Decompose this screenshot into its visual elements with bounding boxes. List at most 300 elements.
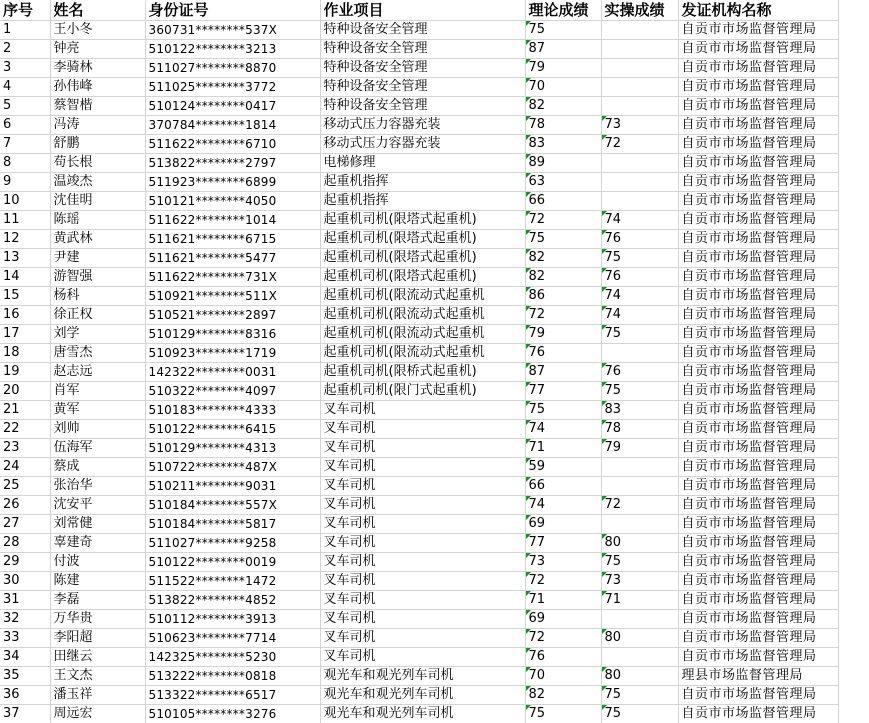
name-cell[interactable]: 王文杰 bbox=[50, 667, 145, 686]
practical-score-cell[interactable]: 76 bbox=[601, 268, 678, 287]
id-number-cell[interactable]: 510121********4050 bbox=[145, 192, 320, 211]
issuer-cell[interactable]: 自贡市市场监督管理局 bbox=[678, 515, 838, 534]
id-number-cell[interactable]: 511622********731X bbox=[145, 268, 320, 287]
id-number-cell[interactable]: 513822********2797 bbox=[145, 154, 320, 173]
issuer-cell[interactable]: 自贡市市场监督管理局 bbox=[678, 705, 838, 723]
name-cell[interactable]: 万华贵 bbox=[50, 610, 145, 629]
name-cell[interactable]: 孙伟峰 bbox=[50, 78, 145, 97]
theory-score-cell[interactable]: 82 bbox=[525, 97, 601, 116]
id-number-cell[interactable]: 511923********6899 bbox=[145, 173, 320, 192]
seq-cell[interactable]: 13 bbox=[0, 249, 50, 268]
name-cell[interactable]: 李磊 bbox=[50, 591, 145, 610]
practical-score-cell[interactable]: 78 bbox=[601, 420, 678, 439]
table-row bbox=[0, 211, 838, 230]
work-item-cell[interactable]: 叉车司机 bbox=[320, 401, 525, 420]
work-item-cell[interactable]: 叉车司机 bbox=[320, 477, 525, 496]
name-cell[interactable]: 冯涛 bbox=[50, 116, 145, 135]
issuer-cell[interactable]: 自贡市市场监督管理局 bbox=[678, 59, 838, 78]
name-cell[interactable]: 杨科 bbox=[50, 287, 145, 306]
name-cell[interactable]: 沈佳明 bbox=[50, 192, 145, 211]
practical-score-cell[interactable]: 80 bbox=[601, 534, 678, 553]
name-cell[interactable]: 周远宏 bbox=[50, 705, 145, 723]
table-row bbox=[0, 363, 838, 382]
issuer-cell[interactable]: 自贡市市场监督管理局 bbox=[678, 363, 838, 382]
theory-score-cell[interactable]: 72 bbox=[525, 306, 601, 325]
table-row bbox=[0, 496, 838, 515]
issuer-cell[interactable]: 自贡市市场监督管理局 bbox=[678, 21, 838, 40]
seq-cell[interactable]: 1 bbox=[0, 21, 50, 40]
theory-score-cell[interactable]: 72 bbox=[525, 572, 601, 591]
theory-score-cell[interactable]: 87 bbox=[525, 40, 601, 59]
id-number-cell[interactable]: 370784********1814 bbox=[145, 116, 320, 135]
name-cell[interactable]: 沈安平 bbox=[50, 496, 145, 515]
work-item-cell[interactable]: 特种设备安全管理 bbox=[320, 97, 525, 116]
practical-score-cell[interactable]: 73 bbox=[601, 116, 678, 135]
table-row bbox=[0, 458, 838, 477]
practical-score-cell[interactable]: 75 bbox=[601, 382, 678, 401]
name-cell[interactable]: 李骑林 bbox=[50, 59, 145, 78]
seq-cell[interactable]: 14 bbox=[0, 268, 50, 287]
issuer-cell[interactable]: 自贡市市场监督管理局 bbox=[678, 344, 838, 363]
id-number-cell[interactable]: 510112********3913 bbox=[145, 610, 320, 629]
practical-score-cell[interactable]: 75 bbox=[601, 705, 678, 723]
theory-score-cell[interactable]: 59 bbox=[525, 458, 601, 477]
theory-score-cell[interactable]: 75 bbox=[525, 705, 601, 723]
header-cell-seq[interactable]: 序号 bbox=[0, 0, 50, 21]
issuer-cell[interactable]: 自贡市市场监督管理局 bbox=[678, 534, 838, 553]
table-row bbox=[0, 591, 838, 610]
practical-score-cell[interactable] bbox=[601, 477, 678, 496]
practical-score-cell[interactable] bbox=[601, 78, 678, 97]
name-cell[interactable]: 肖军 bbox=[50, 382, 145, 401]
name-cell[interactable]: 黄军 bbox=[50, 401, 145, 420]
theory-score-cell[interactable]: 69 bbox=[525, 610, 601, 629]
id-number-cell[interactable]: 510129********8316 bbox=[145, 325, 320, 344]
table-row bbox=[0, 249, 838, 268]
id-number-cell[interactable]: 513322********6517 bbox=[145, 686, 320, 705]
issuer-cell[interactable]: 自贡市市场监督管理局 bbox=[678, 249, 838, 268]
seq-cell[interactable]: 8 bbox=[0, 154, 50, 173]
id-number-cell[interactable]: 511622********1014 bbox=[145, 211, 320, 230]
issuer-cell[interactable]: 自贡市市场监督管理局 bbox=[678, 325, 838, 344]
name-cell[interactable]: 潘玉祥 bbox=[50, 686, 145, 705]
id-number-cell[interactable]: 510521********2897 bbox=[145, 306, 320, 325]
work-item-cell[interactable]: 叉车司机 bbox=[320, 610, 525, 629]
id-number-cell[interactable]: 510722********487X bbox=[145, 458, 320, 477]
work-item-cell[interactable]: 叉车司机 bbox=[320, 496, 525, 515]
seq-cell[interactable]: 30 bbox=[0, 572, 50, 591]
name-cell[interactable]: 陈瑶 bbox=[50, 211, 145, 230]
seq-cell[interactable]: 16 bbox=[0, 306, 50, 325]
theory-score-cell[interactable]: 83 bbox=[525, 135, 601, 154]
issuer-cell[interactable]: 自贡市市场监督管理局 bbox=[678, 78, 838, 97]
table-row bbox=[0, 97, 838, 116]
seq-cell[interactable]: 11 bbox=[0, 211, 50, 230]
seq-cell[interactable]: 26 bbox=[0, 496, 50, 515]
practical-score-cell[interactable]: 83 bbox=[601, 401, 678, 420]
seq-cell[interactable]: 2 bbox=[0, 40, 50, 59]
name-cell[interactable]: 游智强 bbox=[50, 268, 145, 287]
header-cell-issuer[interactable]: 发证机构名称 bbox=[678, 0, 838, 21]
work-item-cell[interactable]: 起重机司机(限门式起重机) bbox=[320, 382, 525, 401]
name-cell[interactable]: 田继云 bbox=[50, 648, 145, 667]
name-cell[interactable]: 张治华 bbox=[50, 477, 145, 496]
issuer-cell[interactable]: 自贡市市场监督管理局 bbox=[678, 477, 838, 496]
practical-score-cell[interactable]: 74 bbox=[601, 287, 678, 306]
seq-cell[interactable]: 17 bbox=[0, 325, 50, 344]
id-number-cell[interactable]: 510129********4313 bbox=[145, 439, 320, 458]
work-item-cell[interactable]: 起重机司机(限塔式起重机) bbox=[320, 249, 525, 268]
id-number-cell[interactable]: 513222********0818 bbox=[145, 667, 320, 686]
seq-cell[interactable]: 4 bbox=[0, 78, 50, 97]
issuer-cell[interactable]: 自贡市市场监督管理局 bbox=[678, 173, 838, 192]
practical-score-cell[interactable] bbox=[601, 40, 678, 59]
issuer-cell[interactable]: 自贡市市场监督管理局 bbox=[678, 648, 838, 667]
work-item-cell[interactable]: 叉车司机 bbox=[320, 648, 525, 667]
issuer-cell[interactable]: 自贡市市场监督管理局 bbox=[678, 610, 838, 629]
name-cell[interactable]: 徐正权 bbox=[50, 306, 145, 325]
table-row bbox=[0, 306, 838, 325]
practical-score-cell[interactable] bbox=[601, 97, 678, 116]
practical-score-cell[interactable] bbox=[601, 192, 678, 211]
issuer-cell[interactable]: 理县市场监督管理局 bbox=[678, 667, 838, 686]
header-cell-practical-score[interactable]: 实操成绩 bbox=[601, 0, 678, 21]
id-number-cell[interactable]: 510183********4333 bbox=[145, 401, 320, 420]
id-number-cell[interactable]: 511621********5477 bbox=[145, 249, 320, 268]
seq-cell[interactable]: 3 bbox=[0, 59, 50, 78]
id-number-cell[interactable]: 510184********557X bbox=[145, 496, 320, 515]
table-row bbox=[0, 287, 838, 306]
table-row bbox=[0, 230, 838, 249]
table-row bbox=[0, 59, 838, 78]
issuer-cell[interactable]: 自贡市市场监督管理局 bbox=[678, 135, 838, 154]
practical-score-cell[interactable]: 80 bbox=[601, 667, 678, 686]
issuer-cell[interactable]: 自贡市市场监督管理局 bbox=[678, 306, 838, 325]
theory-score-cell[interactable]: 71 bbox=[525, 591, 601, 610]
seq-cell[interactable]: 6 bbox=[0, 116, 50, 135]
theory-score-cell[interactable]: 72 bbox=[525, 211, 601, 230]
theory-score-cell[interactable]: 69 bbox=[525, 515, 601, 534]
id-number-cell[interactable]: 511622********6710 bbox=[145, 135, 320, 154]
theory-score-cell[interactable]: 70 bbox=[525, 667, 601, 686]
work-item-cell[interactable]: 起重机司机(限塔式起重机) bbox=[320, 268, 525, 287]
theory-score-cell[interactable]: 76 bbox=[525, 648, 601, 667]
id-number-cell[interactable]: 510122********6415 bbox=[145, 420, 320, 439]
issuer-cell[interactable]: 自贡市市场监督管理局 bbox=[678, 496, 838, 515]
name-cell[interactable]: 尹建 bbox=[50, 249, 145, 268]
table-row bbox=[0, 439, 838, 458]
issuer-cell[interactable]: 自贡市市场监督管理局 bbox=[678, 192, 838, 211]
work-item-cell[interactable]: 起重机司机(限流动式起重机 bbox=[320, 306, 525, 325]
work-item-cell[interactable]: 叉车司机 bbox=[320, 629, 525, 648]
id-number-cell[interactable]: 510122********3213 bbox=[145, 40, 320, 59]
name-cell[interactable]: 钟亮 bbox=[50, 40, 145, 59]
table-row bbox=[0, 686, 838, 705]
seq-cell[interactable]: 28 bbox=[0, 534, 50, 553]
table-row bbox=[0, 154, 838, 173]
id-number-cell[interactable]: 510124********0417 bbox=[145, 97, 320, 116]
name-cell[interactable]: 唐雪杰 bbox=[50, 344, 145, 363]
theory-score-cell[interactable]: 87 bbox=[525, 363, 601, 382]
seq-cell[interactable]: 33 bbox=[0, 629, 50, 648]
seq-cell[interactable]: 19 bbox=[0, 363, 50, 382]
name-cell[interactable]: 王小冬 bbox=[50, 21, 145, 40]
theory-score-cell[interactable]: 86 bbox=[525, 287, 601, 306]
practical-score-cell[interactable]: 74 bbox=[601, 211, 678, 230]
work-item-cell[interactable]: 起重机司机(限塔式起重机) bbox=[320, 211, 525, 230]
seq-cell[interactable]: 12 bbox=[0, 230, 50, 249]
theory-score-cell[interactable]: 75 bbox=[525, 401, 601, 420]
seq-cell[interactable]: 23 bbox=[0, 439, 50, 458]
work-item-cell[interactable]: 起重机指挥 bbox=[320, 192, 525, 211]
table-row bbox=[0, 629, 838, 648]
issuer-cell[interactable]: 自贡市市场监督管理局 bbox=[678, 401, 838, 420]
header-cell-name[interactable]: 姓名 bbox=[50, 0, 145, 21]
issuer-cell[interactable]: 自贡市市场监督管理局 bbox=[678, 686, 838, 705]
id-number-cell[interactable]: 142322********0031 bbox=[145, 363, 320, 382]
id-number-cell[interactable]: 511621********6715 bbox=[145, 230, 320, 249]
practical-score-cell[interactable]: 75 bbox=[601, 686, 678, 705]
theory-score-cell[interactable]: 79 bbox=[525, 59, 601, 78]
seq-cell[interactable]: 37 bbox=[0, 705, 50, 723]
practical-score-cell[interactable]: 76 bbox=[601, 363, 678, 382]
work-item-cell[interactable]: 叉车司机 bbox=[320, 572, 525, 591]
issuer-cell[interactable]: 自贡市市场监督管理局 bbox=[678, 268, 838, 287]
table-row bbox=[0, 325, 838, 344]
id-number-cell[interactable]: 510105********3276 bbox=[145, 705, 320, 723]
theory-score-cell[interactable]: 74 bbox=[525, 420, 601, 439]
table-row bbox=[0, 382, 838, 401]
issuer-cell[interactable]: 自贡市市场监督管理局 bbox=[678, 287, 838, 306]
table-row bbox=[0, 116, 838, 135]
issuer-cell[interactable]: 自贡市市场监督管理局 bbox=[678, 420, 838, 439]
work-item-cell[interactable]: 移动式压力容器充装 bbox=[320, 116, 525, 135]
id-number-cell[interactable]: 511027********8870 bbox=[145, 59, 320, 78]
practical-score-cell[interactable]: 75 bbox=[601, 325, 678, 344]
seq-cell[interactable]: 35 bbox=[0, 667, 50, 686]
seq-cell[interactable]: 7 bbox=[0, 135, 50, 154]
id-number-cell[interactable]: 510921********511X bbox=[145, 287, 320, 306]
practical-score-cell[interactable]: 73 bbox=[601, 572, 678, 591]
practical-score-cell[interactable]: 79 bbox=[601, 439, 678, 458]
theory-score-cell[interactable]: 70 bbox=[525, 78, 601, 97]
work-item-cell[interactable]: 特种设备安全管理 bbox=[320, 59, 525, 78]
work-item-cell[interactable]: 起重机司机(限流动式起重机 bbox=[320, 325, 525, 344]
table-row bbox=[0, 420, 838, 439]
seq-cell[interactable]: 31 bbox=[0, 591, 50, 610]
theory-score-cell[interactable]: 82 bbox=[525, 249, 601, 268]
name-cell[interactable]: 刘常健 bbox=[50, 515, 145, 534]
theory-score-cell[interactable]: 72 bbox=[525, 629, 601, 648]
work-item-cell[interactable]: 观光车和观光列车司机 bbox=[320, 705, 525, 723]
issuer-cell[interactable]: 自贡市市场监督管理局 bbox=[678, 154, 838, 173]
table-row bbox=[0, 610, 838, 629]
practical-score-cell[interactable]: 75 bbox=[601, 249, 678, 268]
work-item-cell[interactable]: 叉车司机 bbox=[320, 439, 525, 458]
seq-cell[interactable]: 36 bbox=[0, 686, 50, 705]
work-item-cell[interactable]: 叉车司机 bbox=[320, 458, 525, 477]
theory-score-cell[interactable]: 82 bbox=[525, 686, 601, 705]
practical-score-cell[interactable]: 80 bbox=[601, 629, 678, 648]
theory-score-cell[interactable]: 63 bbox=[525, 173, 601, 192]
theory-score-cell[interactable]: 89 bbox=[525, 154, 601, 173]
id-number-cell[interactable]: 510211********9031 bbox=[145, 477, 320, 496]
id-number-cell[interactable]: 142325********5230 bbox=[145, 648, 320, 667]
theory-score-cell[interactable]: 75 bbox=[525, 230, 601, 249]
name-cell[interactable]: 陈建 bbox=[50, 572, 145, 591]
seq-cell[interactable]: 20 bbox=[0, 382, 50, 401]
work-item-cell[interactable]: 特种设备安全管理 bbox=[320, 78, 525, 97]
seq-cell[interactable]: 34 bbox=[0, 648, 50, 667]
table-row bbox=[0, 401, 838, 420]
header-row bbox=[0, 0, 838, 21]
name-cell[interactable]: 温竣杰 bbox=[50, 173, 145, 192]
issuer-cell[interactable]: 自贡市市场监督管理局 bbox=[678, 591, 838, 610]
table-row bbox=[0, 534, 838, 553]
work-item-cell[interactable]: 特种设备安全管理 bbox=[320, 21, 525, 40]
work-item-cell[interactable]: 叉车司机 bbox=[320, 534, 525, 553]
work-item-cell[interactable]: 电梯修理 bbox=[320, 154, 525, 173]
table-row bbox=[0, 192, 838, 211]
work-item-cell[interactable]: 起重机司机(限流动式起重机 bbox=[320, 287, 525, 306]
theory-score-cell[interactable]: 74 bbox=[525, 496, 601, 515]
practical-score-cell[interactable]: 76 bbox=[601, 230, 678, 249]
practical-score-cell[interactable] bbox=[601, 21, 678, 40]
work-item-cell[interactable]: 叉车司机 bbox=[320, 553, 525, 572]
issuer-cell[interactable]: 自贡市市场监督管理局 bbox=[678, 211, 838, 230]
seq-cell[interactable]: 18 bbox=[0, 344, 50, 363]
name-cell[interactable]: 蔡智楷 bbox=[50, 97, 145, 116]
work-item-cell[interactable]: 叉车司机 bbox=[320, 591, 525, 610]
issuer-cell[interactable]: 自贡市市场监督管理局 bbox=[678, 439, 838, 458]
theory-score-cell[interactable]: 76 bbox=[525, 344, 601, 363]
name-cell[interactable]: 黄武林 bbox=[50, 230, 145, 249]
name-cell[interactable]: 伍海军 bbox=[50, 439, 145, 458]
theory-score-cell[interactable]: 66 bbox=[525, 477, 601, 496]
theory-score-cell[interactable]: 75 bbox=[525, 21, 601, 40]
name-cell[interactable]: 蔡成 bbox=[50, 458, 145, 477]
table-row bbox=[0, 40, 838, 59]
practical-score-cell[interactable] bbox=[601, 59, 678, 78]
table-row bbox=[0, 515, 838, 534]
issuer-cell[interactable]: 自贡市市场监督管理局 bbox=[678, 40, 838, 59]
seq-cell[interactable]: 22 bbox=[0, 420, 50, 439]
theory-score-cell[interactable]: 66 bbox=[525, 192, 601, 211]
name-cell[interactable]: 辜建奇 bbox=[50, 534, 145, 553]
issuer-cell[interactable]: 自贡市市场监督管理局 bbox=[678, 230, 838, 249]
name-cell[interactable]: 舒鹏 bbox=[50, 135, 145, 154]
name-cell[interactable]: 苟长根 bbox=[50, 154, 145, 173]
issuer-cell[interactable]: 自贡市市场监督管理局 bbox=[678, 116, 838, 135]
practical-score-cell[interactable] bbox=[601, 515, 678, 534]
work-item-cell[interactable]: 起重机司机(限塔式起重机) bbox=[320, 230, 525, 249]
work-item-cell[interactable]: 起重机司机(限流动式起重机 bbox=[320, 344, 525, 363]
seq-cell[interactable]: 15 bbox=[0, 287, 50, 306]
seq-cell[interactable]: 32 bbox=[0, 610, 50, 629]
practical-score-cell[interactable]: 72 bbox=[601, 135, 678, 154]
practical-score-cell[interactable]: 71 bbox=[601, 591, 678, 610]
issuer-cell[interactable]: 自贡市市场监督管理局 bbox=[678, 97, 838, 116]
work-item-cell[interactable]: 起重机司机(限桥式起重机) bbox=[320, 363, 525, 382]
practical-score-cell[interactable] bbox=[601, 648, 678, 667]
theory-score-cell[interactable]: 71 bbox=[525, 439, 601, 458]
issuer-cell[interactable]: 自贡市市场监督管理局 bbox=[678, 553, 838, 572]
issuer-cell[interactable]: 自贡市市场监督管理局 bbox=[678, 458, 838, 477]
theory-score-cell[interactable]: 78 bbox=[525, 116, 601, 135]
table-row bbox=[0, 477, 838, 496]
practical-score-cell[interactable]: 74 bbox=[601, 306, 678, 325]
practical-score-cell[interactable] bbox=[601, 458, 678, 477]
id-number-cell[interactable]: 511025********3772 bbox=[145, 78, 320, 97]
work-item-cell[interactable]: 观光车和观光列车司机 bbox=[320, 686, 525, 705]
practical-score-cell[interactable]: 72 bbox=[601, 496, 678, 515]
table-row bbox=[0, 572, 838, 591]
seq-cell[interactable]: 21 bbox=[0, 401, 50, 420]
table-row bbox=[0, 21, 838, 40]
theory-score-cell[interactable]: 77 bbox=[525, 534, 601, 553]
work-item-cell[interactable]: 观光车和观光列车司机 bbox=[320, 667, 525, 686]
id-number-cell[interactable]: 513822********4852 bbox=[145, 591, 320, 610]
seq-cell[interactable]: 27 bbox=[0, 515, 50, 534]
work-item-cell[interactable]: 特种设备安全管理 bbox=[320, 40, 525, 59]
header-cell-theory-score[interactable]: 理论成绩 bbox=[525, 0, 601, 21]
practical-score-cell[interactable] bbox=[601, 344, 678, 363]
table-row bbox=[0, 667, 838, 686]
work-item-cell[interactable]: 移动式压力容器充装 bbox=[320, 135, 525, 154]
seq-cell[interactable]: 9 bbox=[0, 173, 50, 192]
issuer-cell[interactable]: 自贡市市场监督管理局 bbox=[678, 572, 838, 591]
id-number-cell[interactable]: 511027********9258 bbox=[145, 534, 320, 553]
practical-score-cell[interactable] bbox=[601, 610, 678, 629]
work-item-cell[interactable]: 叉车司机 bbox=[320, 420, 525, 439]
name-cell[interactable]: 付波 bbox=[50, 553, 145, 572]
header-cell-id-number[interactable]: 身份证号 bbox=[145, 0, 320, 21]
practical-score-cell[interactable]: 75 bbox=[601, 553, 678, 572]
issuer-cell[interactable]: 自贡市市场监督管理局 bbox=[678, 382, 838, 401]
theory-score-cell[interactable]: 82 bbox=[525, 268, 601, 287]
theory-score-cell[interactable]: 73 bbox=[525, 553, 601, 572]
id-number-cell[interactable]: 510322********4097 bbox=[145, 382, 320, 401]
work-item-cell[interactable]: 起重机指挥 bbox=[320, 173, 525, 192]
theory-score-cell[interactable]: 79 bbox=[525, 325, 601, 344]
table-row bbox=[0, 344, 838, 363]
seq-cell[interactable]: 29 bbox=[0, 553, 50, 572]
name-cell[interactable]: 李阳超 bbox=[50, 629, 145, 648]
id-number-cell[interactable]: 510623********7714 bbox=[145, 629, 320, 648]
name-cell[interactable]: 刘学 bbox=[50, 325, 145, 344]
seq-cell[interactable]: 24 bbox=[0, 458, 50, 477]
seq-cell[interactable]: 5 bbox=[0, 97, 50, 116]
name-cell[interactable]: 刘帅 bbox=[50, 420, 145, 439]
id-number-cell[interactable]: 510923********1719 bbox=[145, 344, 320, 363]
id-number-cell[interactable]: 511522********1472 bbox=[145, 572, 320, 591]
theory-score-cell[interactable]: 77 bbox=[525, 382, 601, 401]
seq-cell[interactable]: 10 bbox=[0, 192, 50, 211]
practical-score-cell[interactable] bbox=[601, 173, 678, 192]
seq-cell[interactable]: 25 bbox=[0, 477, 50, 496]
id-number-cell[interactable]: 510122********0019 bbox=[145, 553, 320, 572]
work-item-cell[interactable]: 叉车司机 bbox=[320, 515, 525, 534]
id-number-cell[interactable]: 360731********537X bbox=[145, 21, 320, 40]
table-row bbox=[0, 78, 838, 97]
issuer-cell[interactable]: 自贡市市场监督管理局 bbox=[678, 629, 838, 648]
name-cell[interactable]: 赵志远 bbox=[50, 363, 145, 382]
table-row bbox=[0, 135, 838, 154]
header-cell-work-item[interactable]: 作业项目 bbox=[320, 0, 525, 21]
table-row bbox=[0, 553, 838, 572]
practical-score-cell[interactable] bbox=[601, 154, 678, 173]
id-number-cell[interactable]: 510184********5817 bbox=[145, 515, 320, 534]
